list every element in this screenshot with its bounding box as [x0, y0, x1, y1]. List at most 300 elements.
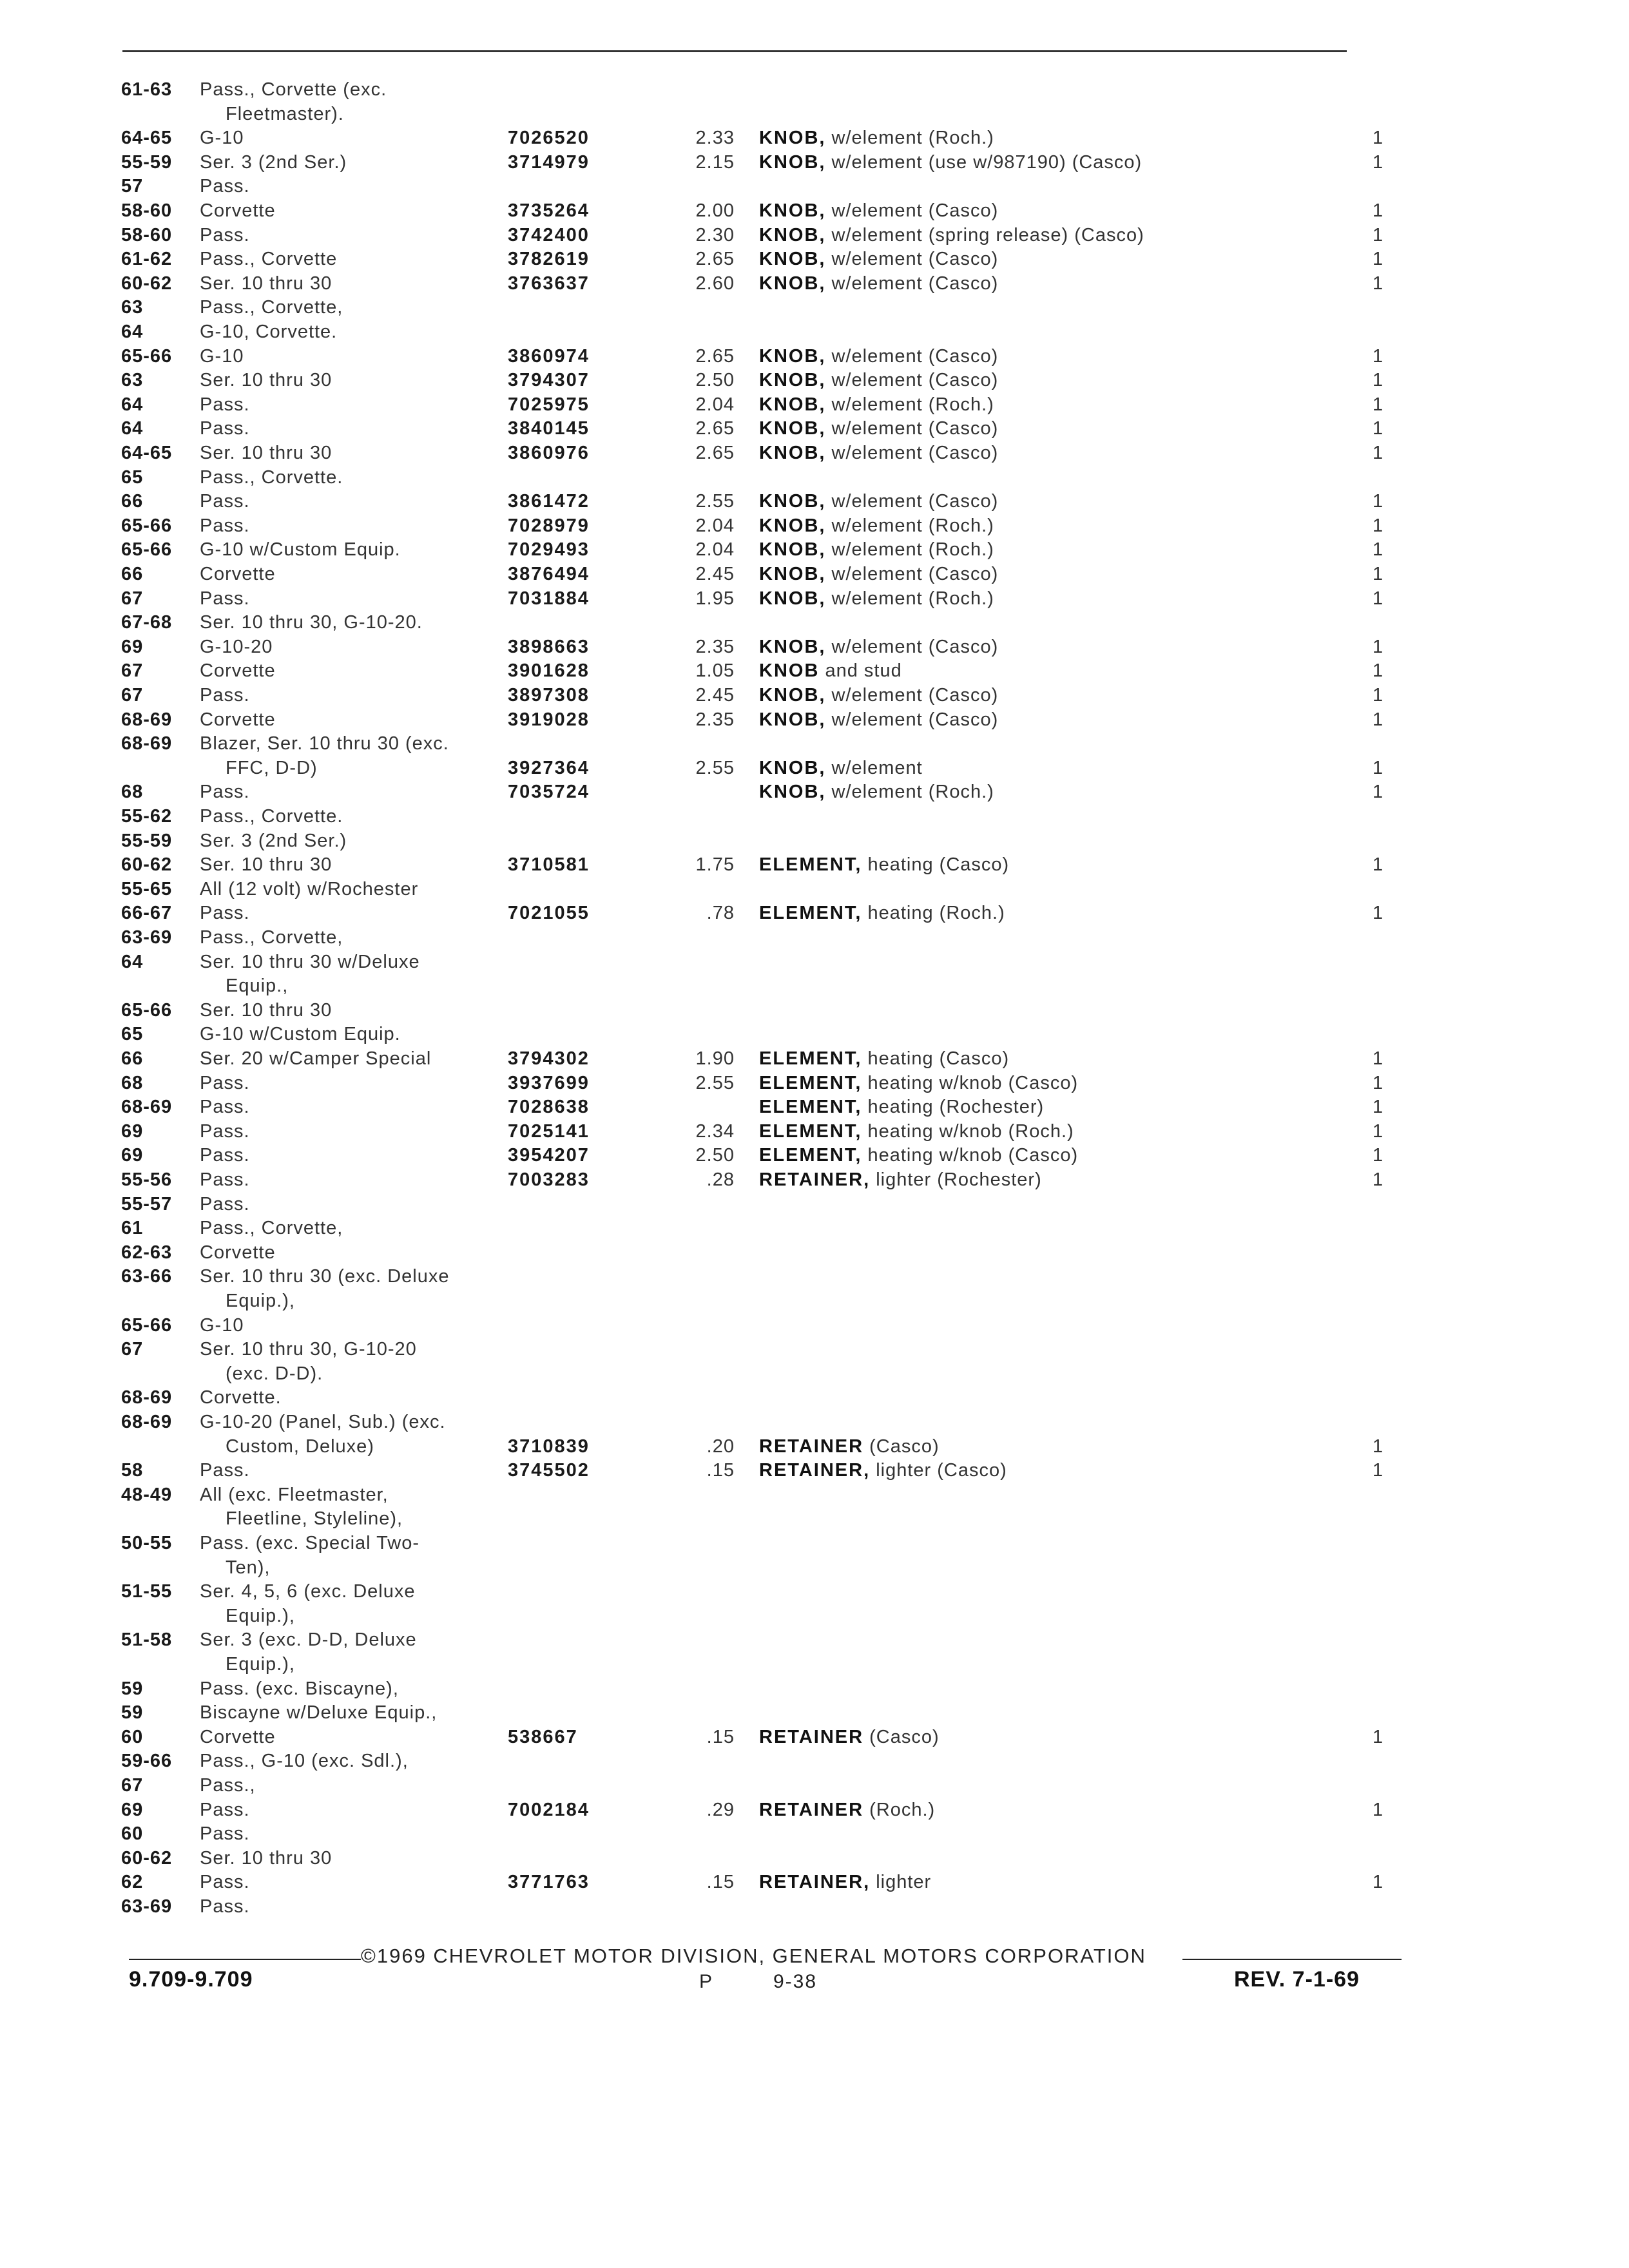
part-name: KNOB,	[759, 515, 826, 536]
application: Ser. 10 thru 30 w/Deluxe	[200, 951, 420, 972]
part-number: 7025141	[508, 1120, 590, 1142]
part-detail: heating (Casco)	[867, 1048, 1010, 1069]
application: All (12 volt) w/Rochester	[200, 878, 419, 899]
price: 2.55	[695, 491, 735, 512]
year-range: 68-69	[121, 1097, 173, 1118]
part-row	[0, 1870, 1629, 1894]
quantity: 1	[1373, 1072, 1383, 1093]
part-row	[0, 150, 1629, 175]
part-detail: heating (Rochester)	[867, 1097, 1045, 1118]
part-description	[759, 198, 998, 223]
year-range: 63-66	[121, 1266, 173, 1287]
part-row	[0, 1531, 1629, 1555]
price: 2.55	[695, 1072, 735, 1093]
part-detail: and stud	[825, 660, 902, 682]
part-row	[0, 1313, 1629, 1338]
year-range: 50-55	[121, 1533, 173, 1553]
part-row	[0, 1095, 1629, 1119]
application: Pass., Corvette,	[200, 297, 343, 318]
year-range: 65-66	[121, 1314, 173, 1336]
part-row	[0, 489, 1629, 514]
price: 1.05	[695, 660, 735, 682]
part-row	[0, 1725, 1629, 1749]
part-row	[0, 731, 1629, 756]
part-row	[0, 271, 1629, 296]
part-row	[0, 1192, 1629, 1216]
part-number: 3742400	[508, 224, 590, 245]
part-name: KNOB,	[759, 249, 826, 270]
part-detail: w/element (Casco)	[831, 443, 999, 463]
quantity: 1	[1373, 1120, 1383, 1142]
part-name: KNOB,	[759, 418, 826, 439]
quantity: 1	[1373, 200, 1383, 221]
part-row	[0, 925, 1629, 950]
part-row	[0, 223, 1629, 247]
part-detail: lighter (Rochester)	[876, 1169, 1042, 1190]
year-range: 65	[121, 1024, 144, 1045]
part-row	[0, 537, 1629, 562]
part-number: 3898663	[508, 636, 590, 657]
part-detail: w/element (Roch.)	[831, 394, 994, 415]
application: All (exc. Fleetmaster,	[200, 1484, 389, 1505]
year-range: 48-49	[121, 1484, 173, 1505]
application: Blazer, Ser. 10 thru 30 (exc.	[200, 733, 449, 754]
price: 2.15	[695, 151, 735, 173]
year-range: 55-65	[121, 878, 173, 899]
quantity: 1	[1373, 588, 1383, 609]
application: G-10	[200, 128, 244, 149]
part-row	[0, 392, 1629, 417]
part-row	[0, 780, 1629, 804]
part-number: 3860974	[508, 345, 590, 367]
application: Fleetline, Styleline),	[226, 1508, 403, 1530]
part-row	[0, 441, 1629, 465]
year-range: 65-66	[121, 345, 173, 367]
quantity: 1	[1373, 1048, 1383, 1069]
year-range: 64-65	[121, 128, 173, 149]
year-range: 65-66	[121, 539, 173, 561]
year-range: 64	[121, 322, 144, 342]
quantity: 1	[1373, 1726, 1383, 1747]
application: Ser. 10 thru 30	[200, 854, 333, 876]
part-name: KNOB,	[759, 588, 826, 609]
part-number: 3735264	[508, 200, 590, 221]
application: G-10-20	[200, 636, 273, 657]
footer-rule-left	[129, 1959, 361, 1960]
quantity: 1	[1373, 1169, 1383, 1190]
part-row	[0, 1361, 1629, 1386]
application: Pass.	[200, 782, 250, 803]
part-row	[0, 344, 1629, 369]
part-detail: w/element (Casco)	[831, 370, 999, 391]
part-description	[759, 1168, 1042, 1192]
application: Corvette	[200, 200, 276, 221]
part-description	[759, 1458, 1007, 1483]
part-name: KNOB,	[759, 273, 826, 294]
year-range: 67	[121, 660, 144, 682]
quantity: 1	[1373, 345, 1383, 367]
application: G-10	[200, 345, 244, 367]
part-row	[0, 1628, 1629, 1652]
year-range: 65	[121, 466, 144, 488]
application: Pass., Corvette (exc.	[200, 79, 387, 100]
application: Pass.	[200, 1169, 250, 1190]
part-name: KNOB,	[759, 151, 826, 173]
quantity: 1	[1373, 636, 1383, 657]
quantity: 1	[1373, 903, 1383, 924]
quantity: 1	[1373, 418, 1383, 439]
part-number: 3919028	[508, 709, 590, 730]
part-row	[0, 1458, 1629, 1483]
year-range: 69	[121, 1120, 144, 1142]
year-range: 63	[121, 370, 144, 391]
part-name: RETAINER	[759, 1726, 864, 1747]
application: Pass., Corvette.	[200, 466, 343, 488]
part-description	[759, 150, 1142, 175]
quantity: 1	[1373, 394, 1383, 415]
application: Ser. 10 thru 30	[200, 370, 333, 391]
application: Pass.	[200, 1145, 250, 1166]
part-name: KNOB,	[759, 782, 826, 803]
part-row	[0, 562, 1629, 586]
application: Pass. (exc. Biscayne),	[200, 1678, 399, 1699]
application: Pass., Corvette,	[200, 927, 343, 948]
year-range: 67-68	[121, 612, 173, 633]
part-row	[0, 1652, 1629, 1677]
part-number: 3937699	[508, 1072, 590, 1093]
part-row	[0, 1022, 1629, 1046]
quantity: 1	[1373, 564, 1383, 584]
part-description	[759, 1725, 940, 1749]
year-range: 66-67	[121, 903, 173, 924]
price: 2.04	[695, 394, 735, 415]
price: 2.04	[695, 539, 735, 561]
application: Pass.	[200, 394, 250, 415]
part-row	[0, 416, 1629, 441]
year-range: 51-58	[121, 1629, 173, 1651]
year-range: 59	[121, 1702, 144, 1724]
part-row	[0, 1264, 1629, 1289]
year-range: 58-60	[121, 224, 173, 245]
part-detail: (Roch.)	[869, 1799, 936, 1820]
part-row	[0, 1119, 1629, 1144]
part-number: 3794302	[508, 1048, 590, 1069]
part-number: 7026520	[508, 128, 590, 149]
part-description	[759, 683, 998, 707]
page-number: 9-38	[773, 1971, 818, 1992]
price: 2.65	[695, 443, 735, 463]
application: Pass.	[200, 515, 250, 536]
year-range: 66	[121, 564, 144, 584]
part-row	[0, 901, 1629, 925]
application: (exc. D-D).	[226, 1363, 323, 1384]
part-detail: lighter	[876, 1872, 932, 1893]
application: Pass., Corvette	[200, 249, 338, 270]
price: .20	[706, 1436, 735, 1457]
part-description	[759, 1434, 940, 1459]
part-description	[759, 368, 998, 392]
application: Biscayne w/Deluxe Equip.,	[200, 1702, 438, 1724]
part-description	[759, 392, 994, 417]
part-row	[0, 295, 1629, 320]
quantity: 1	[1373, 1872, 1383, 1893]
price: 2.65	[695, 345, 735, 367]
part-name: ELEMENT,	[759, 1048, 862, 1069]
part-number: 3782619	[508, 249, 590, 270]
application: Fleetmaster).	[226, 103, 344, 124]
part-row	[0, 707, 1629, 732]
part-description	[759, 658, 902, 683]
part-row	[0, 1749, 1629, 1773]
price: .15	[706, 1872, 735, 1893]
part-row	[0, 77, 1629, 102]
part-row	[0, 126, 1629, 150]
part-number: 7002184	[508, 1799, 590, 1820]
part-number: 7035724	[508, 782, 590, 803]
part-row	[0, 174, 1629, 198]
quantity: 1	[1373, 539, 1383, 561]
part-detail: w/element (Roch.)	[831, 782, 994, 803]
part-description	[759, 126, 994, 150]
part-number: 3710839	[508, 1436, 590, 1457]
application: Ser. 3 (2nd Ser.)	[200, 830, 347, 851]
year-range: 57	[121, 176, 144, 197]
part-detail: w/element (Roch.)	[831, 515, 994, 536]
year-range: 67	[121, 685, 144, 706]
part-number: 7028979	[508, 515, 590, 536]
part-detail: w/element (Casco)	[831, 491, 999, 512]
quantity: 1	[1373, 370, 1383, 391]
part-name: RETAINER,	[759, 1872, 871, 1893]
revision-date: REV. 7-1-69	[1234, 1967, 1360, 1992]
year-range: 68-69	[121, 1412, 173, 1432]
part-description	[759, 1095, 1044, 1119]
application: Pass.	[200, 1097, 250, 1118]
part-name: KNOB,	[759, 757, 826, 778]
part-name: KNOB,	[759, 224, 826, 245]
part-detail: w/element (spring release) (Casco)	[831, 224, 1144, 245]
part-description	[759, 1870, 931, 1894]
part-name: RETAINER	[759, 1436, 864, 1457]
part-name: KNOB,	[759, 709, 826, 730]
price: 2.65	[695, 418, 735, 439]
part-name: ELEMENT,	[759, 1120, 862, 1142]
price: 1.90	[695, 1048, 735, 1069]
part-row	[0, 1240, 1629, 1265]
price: 2.50	[695, 370, 735, 391]
price: 2.50	[695, 1145, 735, 1166]
part-description	[759, 441, 998, 465]
part-description	[759, 756, 923, 780]
application: G-10	[200, 1314, 244, 1336]
part-number: 3771763	[508, 1872, 590, 1893]
year-range: 64	[121, 418, 144, 439]
part-name: KNOB,	[759, 564, 826, 584]
part-row	[0, 368, 1629, 392]
part-row	[0, 610, 1629, 635]
part-row	[0, 586, 1629, 611]
part-row	[0, 1337, 1629, 1361]
part-row	[0, 1894, 1629, 1919]
part-detail: w/element (Casco)	[831, 709, 999, 730]
part-description	[759, 562, 998, 586]
part-row	[0, 514, 1629, 538]
year-range: 60-62	[121, 273, 173, 294]
part-name: KNOB,	[759, 200, 826, 221]
quantity: 1	[1373, 443, 1383, 463]
part-row	[0, 1385, 1629, 1410]
part-description	[759, 852, 1009, 877]
price: .78	[706, 903, 735, 924]
price: 1.95	[695, 588, 735, 609]
part-row	[0, 1604, 1629, 1628]
part-detail: w/element (Casco)	[831, 564, 999, 584]
quantity: 1	[1373, 515, 1383, 536]
application: Ser. 3 (2nd Ser.)	[200, 151, 347, 173]
part-description	[759, 537, 994, 562]
year-range: 67	[121, 588, 144, 609]
part-detail: w/element	[831, 757, 923, 778]
price: .15	[706, 1726, 735, 1747]
quantity: 1	[1373, 151, 1383, 173]
part-detail: w/element (Casco)	[831, 273, 999, 294]
application: Custom, Deluxe)	[226, 1436, 374, 1457]
part-description	[759, 586, 994, 611]
application: Pass., G-10 (exc. Sdl.),	[200, 1751, 409, 1772]
part-row	[0, 1579, 1629, 1604]
part-row	[0, 950, 1629, 974]
year-range: 65-66	[121, 999, 173, 1021]
part-detail: heating w/knob (Roch.)	[867, 1120, 1074, 1142]
application: Pass.	[200, 491, 250, 512]
part-detail: heating (Casco)	[867, 854, 1010, 876]
year-range: 61-62	[121, 249, 173, 270]
price: .15	[706, 1460, 735, 1481]
part-detail: w/element (Casco)	[831, 200, 999, 221]
part-number: 3927364	[508, 757, 590, 778]
part-number: 3714979	[508, 151, 590, 173]
application: Equip.),	[226, 1291, 295, 1311]
quantity: 1	[1373, 854, 1383, 876]
part-row	[0, 998, 1629, 1023]
part-row	[0, 877, 1629, 901]
footer-rule-right	[1182, 1959, 1402, 1960]
part-detail: w/element (use w/987190) (Casco)	[831, 151, 1142, 173]
part-row	[0, 1410, 1629, 1434]
part-description	[759, 514, 994, 538]
part-description	[759, 901, 1005, 925]
part-row	[0, 1046, 1629, 1071]
quantity: 1	[1373, 1097, 1383, 1118]
year-range: 59-66	[121, 1751, 173, 1772]
year-range: 66	[121, 1048, 144, 1069]
part-row	[0, 1506, 1629, 1531]
application: Corvette	[200, 709, 276, 730]
part-row	[0, 1677, 1629, 1701]
part-description	[759, 780, 994, 804]
part-description	[759, 344, 998, 369]
copyright-notice: ©1969 CHEVROLET MOTOR DIVISION, GENERAL MOTORS CORPORATION	[361, 1945, 1146, 1967]
part-row	[0, 465, 1629, 490]
section-letter: P	[699, 1971, 714, 1992]
price: .29	[706, 1799, 735, 1820]
part-row	[0, 804, 1629, 829]
year-range: 66	[121, 491, 144, 512]
part-description	[759, 707, 998, 732]
part-number: 538667	[508, 1726, 578, 1747]
price: 2.00	[695, 200, 735, 221]
year-range: 64-65	[121, 443, 173, 463]
application: Pass.	[200, 418, 250, 439]
application: Ser. 10 thru 30, G-10-20	[200, 1339, 417, 1360]
year-range: 65-66	[121, 515, 173, 536]
application: Pass.	[200, 1799, 250, 1820]
application: Ser. 10 thru 30 (exc. Deluxe	[200, 1266, 450, 1287]
price: 2.35	[695, 636, 735, 657]
application: Pass.	[200, 1896, 250, 1917]
part-number: 7029493	[508, 539, 590, 561]
part-row	[0, 102, 1629, 126]
quantity: 1	[1373, 1460, 1383, 1481]
part-number: 3954207	[508, 1145, 590, 1166]
year-range: 58	[121, 1460, 144, 1481]
part-row	[0, 974, 1629, 998]
year-range: 62-63	[121, 1242, 173, 1263]
part-detail: heating w/knob (Casco)	[867, 1072, 1079, 1093]
year-range: 61-63	[121, 79, 173, 100]
year-range: 62	[121, 1872, 144, 1893]
group-number: 9.709-9.709	[129, 1967, 253, 1992]
part-name: KNOB,	[759, 394, 826, 415]
application: Ser. 3 (exc. D-D, Deluxe	[200, 1629, 417, 1651]
part-detail: w/element (Casco)	[831, 345, 999, 367]
application: Corvette	[200, 1726, 276, 1747]
application: G-10 w/Custom Equip.	[200, 539, 401, 561]
application: Ten),	[226, 1557, 271, 1578]
quantity: 1	[1373, 1436, 1383, 1457]
year-range: 55-62	[121, 806, 173, 827]
application: G-10 w/Custom Equip.	[200, 1024, 401, 1045]
part-row	[0, 247, 1629, 271]
application: G-10, Corvette.	[200, 322, 338, 342]
price: 2.30	[695, 224, 735, 245]
year-range: 67	[121, 1775, 144, 1796]
year-range: 55-57	[121, 1193, 173, 1215]
part-detail: (Casco)	[869, 1436, 940, 1457]
part-row	[0, 1434, 1629, 1459]
price: 2.65	[695, 249, 735, 270]
part-description	[759, 247, 998, 271]
part-name: KNOB,	[759, 443, 826, 463]
part-detail: w/element (Roch.)	[831, 588, 994, 609]
application: Pass.,	[200, 1775, 256, 1796]
part-detail: w/element (Casco)	[831, 418, 999, 439]
year-range: 68-69	[121, 1387, 173, 1408]
part-detail: w/element (Casco)	[831, 685, 999, 706]
quantity: 1	[1373, 1799, 1383, 1820]
part-number: 3745502	[508, 1460, 590, 1481]
part-row	[0, 852, 1629, 877]
quantity: 1	[1373, 491, 1383, 512]
application: Ser. 4, 5, 6 (exc. Deluxe	[200, 1581, 416, 1602]
part-detail: heating w/knob (Casco)	[867, 1145, 1079, 1166]
part-description	[759, 223, 1144, 247]
part-description	[759, 1143, 1078, 1168]
year-range: 58-60	[121, 200, 173, 221]
part-name: ELEMENT,	[759, 903, 862, 924]
part-description	[759, 271, 998, 296]
part-number: 3840145	[508, 418, 590, 439]
